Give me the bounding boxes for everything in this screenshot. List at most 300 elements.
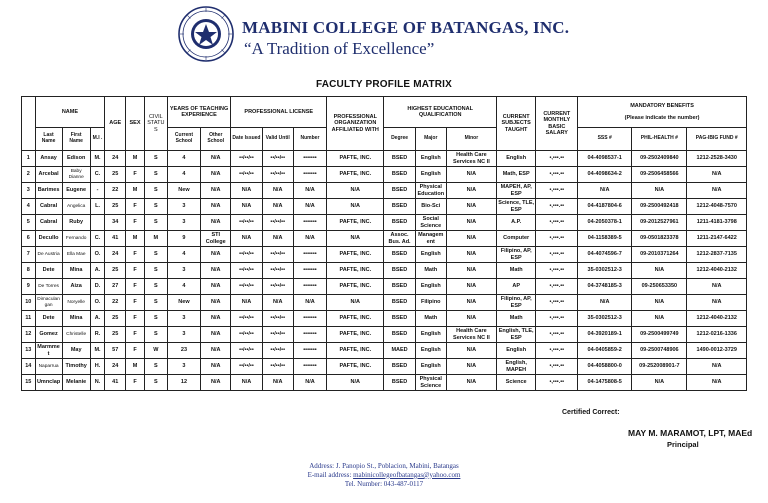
sex-cell: F [126,263,145,279]
principal-name: MAY M. MARAMOT, LPT, MAEd [628,428,753,438]
first-name-cell: Mina [62,311,90,327]
license-number-cell: N/A [293,295,326,311]
license-number-cell: ••••••• [293,343,326,359]
pagibig-header: PAG-IBIG FUND # [687,128,747,151]
subjects-taught-cell: Math [496,311,536,327]
age-cell: 41 [105,375,126,391]
monthly-salary-cell: •,•••.•• [536,279,578,295]
degree-cell: BSED [384,359,415,375]
civil-status-cell: W [144,343,167,359]
pagibig-number-cell: 1212-4048-7570 [687,199,747,215]
current-school-years-cell: 4 [167,167,200,183]
degree-cell: BSED [384,215,415,231]
major-cell: English [415,343,446,359]
minor-cell: Health Care Services NC II [446,151,496,167]
college-motto: “A Tradition of Excellence” [244,39,435,58]
philhealth-header: PHIL-HEALTH # [632,128,687,151]
current-school-years-cell: 3 [167,359,200,375]
degree-cell: BSED [384,183,415,199]
minor-cell: N/A [446,167,496,183]
pagibig-number-cell: 1211-4181-3798 [687,215,747,231]
college-name: MABINI COLLEGE OF BATANGAS, INC. [242,18,570,37]
last-name-cell: Dimaculangan [35,295,62,311]
license-number-cell: ••••••• [293,247,326,263]
last-name-cell: De Austria [35,247,62,263]
other-school-years-cell: N/A [201,327,231,343]
last-name-header: Last Name [35,128,62,151]
other-school-years-cell: N/A [201,359,231,375]
table-row [22,343,747,359]
table-row [22,263,747,279]
sex-cell: M [126,231,145,247]
row-number-cell: 1 [22,151,36,167]
pagibig-number-cell: 1211-2147-6422 [687,231,747,247]
license-number-cell: ••••••• [293,359,326,375]
major-cell: English [415,279,446,295]
age-cell: 24 [105,247,126,263]
table-row [22,311,747,327]
civil-status-cell: S [144,183,167,199]
first-name-cell: Fernando [62,231,90,247]
sex-cell: F [126,167,145,183]
license-valid-until-cell: ••/••/•• [262,215,293,231]
philhealth-number-cell: 09-2010371264 [632,247,687,263]
monthly-salary-cell: •,•••.•• [536,327,578,343]
age-cell: 25 [105,199,126,215]
table-row [22,375,747,391]
middle-initial-cell: O. [90,295,105,311]
subjects-taught-cell: AP [496,279,536,295]
sss-number-cell: 04-4074596-7 [578,247,632,263]
subjects-taught-cell: Filipino, AP, ESP [496,295,536,311]
footer-email-link[interactable]: mabinicollegeofbatangas@yahoo.com [353,470,461,479]
other-school-years-cell: N/A [201,311,231,327]
license-date-issued-cell: ••/••/•• [231,343,262,359]
monthly-salary-cell: •,•••.•• [536,231,578,247]
philhealth-number-cell: 09-2500748906 [632,343,687,359]
table-row [22,231,747,247]
subjects-taught-cell: Computer [496,231,536,247]
professional-org-cell: PAFTE, INC. [327,167,384,183]
monthly-salary-cell: •,•••.•• [536,359,578,375]
minor-cell: N/A [446,215,496,231]
philhealth-number-cell: 09-250653350 [632,279,687,295]
sss-number-cell: N/A [578,295,632,311]
philhealth-number-cell: N/A [632,183,687,199]
first-name-cell: Timothy [62,359,90,375]
first-name-cell: May [62,343,90,359]
sex-cell: F [126,247,145,263]
philhealth-number-cell: 09-2506458566 [632,167,687,183]
sss-number-cell: 04-4098634-2 [578,167,632,183]
civil-status-cell: S [144,247,167,263]
major-cell: Bio-Sci [415,199,446,215]
philhealth-number-cell: 09-2502409840 [632,151,687,167]
subjects-taught-cell: English, MAPEH [496,359,536,375]
degree-cell: BSED [384,295,415,311]
monthly-salary-cell: •,•••.•• [536,151,578,167]
professional-org-cell: N/A [327,199,384,215]
current-school-years-cell: 4 [167,247,200,263]
license-number-cell: ••••••• [293,311,326,327]
license-date-issued-cell: ••/••/•• [231,215,262,231]
degree-cell: BSED [384,167,415,183]
subjects-taught-cell: English [496,151,536,167]
other-school-years-cell: STI College [201,231,231,247]
degree-cell: BSED [384,327,415,343]
middle-initial-cell: A. [90,311,105,327]
principal-title: Principal [667,440,699,449]
major-cell: English [415,359,446,375]
age-cell: 24 [105,151,126,167]
pagibig-number-cell: N/A [687,279,747,295]
major-cell: Social Science [415,215,446,231]
license-valid-until-cell: ••/••/•• [262,151,293,167]
professional-org-cell: PAFTE, INC. [327,359,384,375]
sex-cell: F [126,295,145,311]
sex-header: SEX [126,97,145,151]
sss-number-cell: 04-1475808-5 [578,375,632,391]
license-date-issued-cell: N/A [231,295,262,311]
last-name-cell: Cabral [35,199,62,215]
sss-number-cell: 04-4098537-1 [578,151,632,167]
degree-cell: BSED [384,375,415,391]
middle-initial-cell: A. [90,263,105,279]
civil-status-cell: M [144,231,167,247]
middle-initial-cell: H. [90,359,105,375]
row-number-cell: 8 [22,263,36,279]
license-number-cell: N/A [293,183,326,199]
philhealth-number-cell: 09-252008901-7 [632,359,687,375]
pagibig-number-cell: 1212-2528-3430 [687,151,747,167]
row-number-cell: 5 [22,215,36,231]
middle-initial-cell: M. [90,151,105,167]
license-number-cell: N/A [293,375,326,391]
major-cell: Physical Education [415,183,446,199]
civil-status-cell: S [144,167,167,183]
middle-initial-cell: - [90,183,105,199]
civil-status-cell: S [144,375,167,391]
license-valid-until-cell: ••/••/•• [262,167,293,183]
first-name-cell: Baby Dianne [62,167,90,183]
pagibig-number-cell: N/A [687,359,747,375]
major-cell: Math [415,311,446,327]
age-cell: 22 [105,183,126,199]
license-valid-until-cell: N/A [262,231,293,247]
table-row [22,359,747,375]
sss-number-cell: 04-0405859-2 [578,343,632,359]
license-valid-until-cell: ••/••/•• [262,279,293,295]
license-date-issued-cell: ••/••/•• [231,279,262,295]
philhealth-number-cell: N/A [632,375,687,391]
subjects-taught-cell: Filipino, AP, ESP [496,247,536,263]
major-cell: Management [415,231,446,247]
current-school-years-cell: 23 [167,343,200,359]
philhealth-number-cell: N/A [632,311,687,327]
table-row [22,215,747,231]
license-valid-until-cell: ••/••/•• [262,327,293,343]
current-school-header: Current School [167,128,200,151]
age-cell: 25 [105,167,126,183]
age-cell: 57 [105,343,126,359]
license-number-cell: ••••••• [293,327,326,343]
last-name-cell: Cabral [35,215,62,231]
license-number-header: Number [293,128,326,151]
other-school-years-cell: N/A [201,279,231,295]
age-cell: 24 [105,359,126,375]
current-school-years-cell: 3 [167,311,200,327]
philhealth-number-cell: 09-2500492418 [632,199,687,215]
years-teaching-header: YEARS OF TEACHING EXPERIENCE [167,97,231,128]
subjects-taught-cell: Math, ESP [496,167,536,183]
degree-cell: BSED [384,151,415,167]
middle-initial-cell: O. [90,247,105,263]
sss-number-cell: 04-3748185-3 [578,279,632,295]
degree-cell: Assoc. Bus. Ad. [384,231,415,247]
row-number-cell: 3 [22,183,36,199]
major-cell: English [415,167,446,183]
current-school-years-cell: 3 [167,215,200,231]
faculty-profile-table [21,96,747,391]
current-school-years-cell: 3 [167,327,200,343]
pagibig-number-cell: N/A [687,167,747,183]
current-school-years-cell: New [167,183,200,199]
current-school-years-cell: 3 [167,199,200,215]
sss-number-cell: 35-0302512-3 [578,311,632,327]
monthly-salary-cell: •,•••.•• [536,199,578,215]
last-name-cell: Dete [35,311,62,327]
license-valid-until-cell: N/A [262,183,293,199]
pagibig-number-cell: 1212-4040-2132 [687,311,747,327]
document-title: FACULTY PROFILE MATRIX [315,79,453,90]
sss-number-cell: 04-2050378-1 [578,215,632,231]
minor-cell: N/A [446,247,496,263]
first-name-cell: Eugene [62,183,90,199]
name-header: NAME [35,97,105,128]
footer-email-label: E-mail address: [307,470,352,479]
middle-initial-cell: R. [90,327,105,343]
license-date-issued-cell: ••/••/•• [231,263,262,279]
last-name-cell: Umnclap [35,375,62,391]
other-school-years-cell: N/A [201,247,231,263]
age-cell: 25 [105,327,126,343]
first-name-cell: Melanie [62,375,90,391]
minor-cell: N/A [446,359,496,375]
date-issued-header: Date Issued [231,128,262,151]
minor-cell: N/A [446,231,496,247]
sss-number-cell: N/A [578,183,632,199]
sss-number-cell: 04-3920189-1 [578,327,632,343]
row-number-cell: 11 [22,311,36,327]
last-name-cell: Decullo [35,231,62,247]
sss-number-cell: 04-4187804-6 [578,199,632,215]
license-valid-until-cell: ••/••/•• [262,263,293,279]
sex-cell: F [126,343,145,359]
college-seal-icon [178,6,234,62]
degree-cell: BSED [384,199,415,215]
civil-status-cell: S [144,295,167,311]
professional-org-header: PROFESSIONAL ORGANIZATION AFFILIATED WITH [327,97,384,151]
minor-cell: Health Care Services NC II [446,327,496,343]
last-name-cell: De Torres [35,279,62,295]
middle-initial-cell [90,215,105,231]
license-valid-until-cell: ••/••/•• [262,247,293,263]
professional-org-cell: PAFTE, INC. [327,327,384,343]
row-number-cell: 15 [22,375,36,391]
license-number-cell: N/A [293,231,326,247]
other-school-years-cell: N/A [201,295,231,311]
current-school-years-cell: 9 [167,231,200,247]
sss-number-cell: 04-1158389-5 [578,231,632,247]
current-school-years-cell: 4 [167,151,200,167]
philhealth-number-cell: 09-2500499749 [632,327,687,343]
first-name-cell: Aiza [62,279,90,295]
age-header: AGE [105,97,126,151]
monthly-salary-cell: •,•••.•• [536,167,578,183]
row-number-cell: 7 [22,247,36,263]
subjects-taught-header: CURRENT SUBJECTS TAUGHT [496,97,536,151]
footer-address: Address: J. Panopio St., Poblacion, Mabini, Batangas [309,462,459,470]
row-number-cell: 13 [22,343,36,359]
sex-cell: M [126,359,145,375]
first-name-cell: Edison [62,151,90,167]
degree-cell: BSED [384,247,415,263]
middle-initial-cell: C. [90,231,105,247]
degree-cell: BSED [384,263,415,279]
last-name-cell: Ansay [35,151,62,167]
license-number-cell: ••••••• [293,215,326,231]
degree-cell: BSED [384,279,415,295]
degree-header: Degree [384,128,415,151]
monthly-salary-cell: •,•••.•• [536,263,578,279]
sex-cell: F [126,199,145,215]
license-date-issued-cell: N/A [231,183,262,199]
professional-org-cell: N/A [327,231,384,247]
other-school-years-cell: N/A [201,151,231,167]
table-row [22,183,747,199]
license-date-issued-cell: ••/••/•• [231,359,262,375]
row-number-cell: 4 [22,199,36,215]
professional-org-cell: PAFTE, INC. [327,247,384,263]
current-school-years-cell: New [167,295,200,311]
minor-header: Minor [446,128,496,151]
subjects-taught-cell: Science [496,375,536,391]
monthly-salary-cell: •,•••.•• [536,215,578,231]
license-valid-until-cell: ••/••/•• [262,311,293,327]
no-header [22,97,36,151]
civil-status-cell: S [144,215,167,231]
age-cell: 41 [105,231,126,247]
professional-org-cell: N/A [327,375,384,391]
sex-cell: F [126,311,145,327]
other-school-years-cell: N/A [201,343,231,359]
age-cell: 25 [105,263,126,279]
license-valid-until-cell: ••/••/•• [262,359,293,375]
degree-cell: MAED [384,343,415,359]
major-cell: Physical Science [415,375,446,391]
middle-initial-cell: C. [90,167,105,183]
professional-org-cell: PAFTE, INC. [327,215,384,231]
major-cell: Math [415,263,446,279]
footer-email-line [0,471,768,480]
last-name-cell: Arcebal [35,167,62,183]
age-cell: 34 [105,215,126,231]
table-row [22,327,747,343]
subjects-taught-cell: Science, TLE, ESP [498,200,535,213]
minor-cell: N/A [446,199,496,215]
license-valid-until-cell: ••/••/•• [262,343,293,359]
current-school-years-cell: 12 [167,375,200,391]
subjects-taught-cell: English [496,343,536,359]
other-school-header: Other School [201,128,231,151]
first-name-cell: Angelica [62,199,90,215]
first-name-header: First Name [62,128,90,151]
minor-cell: N/A [446,263,496,279]
pagibig-number-cell: N/A [687,183,747,199]
mandatory-benefits-header [578,97,747,128]
pagibig-number-cell: 1212-0216-1336 [687,327,747,343]
sss-header: SSS # [578,128,632,151]
row-number-cell: 6 [22,231,36,247]
license-date-issued-cell: ••/••/•• [231,327,262,343]
civil-status-cell: S [144,327,167,343]
philhealth-number-cell: N/A [632,263,687,279]
license-number-cell: N/A [293,199,326,215]
sex-cell: F [126,215,145,231]
major-cell: English [415,247,446,263]
pagibig-number-cell: N/A [687,295,747,311]
sex-cell: F [126,327,145,343]
monthly-salary-cell: •,•••.•• [536,375,578,391]
sex-cell: M [126,183,145,199]
civil-status-header: CIVIL STATUS [144,97,167,151]
professional-org-cell: N/A [327,295,384,311]
minor-cell: N/A [446,183,496,199]
middle-initial-cell: D. [90,279,105,295]
minor-cell: N/A [446,343,496,359]
last-name-cell: Dete [35,263,62,279]
professional-org-cell: PAFTE, INC. [327,263,384,279]
middle-initial-cell: M. [90,343,105,359]
subjects-taught-cell: A.P. [496,215,536,231]
major-header: Major [415,128,446,151]
other-school-years-cell: N/A [201,199,231,215]
sss-number-cell: 04-4058800-0 [578,359,632,375]
civil-status-cell: S [144,279,167,295]
row-number-cell: 9 [22,279,36,295]
minor-cell: N/A [446,375,496,391]
row-number-cell: 10 [22,295,36,311]
major-cell: Filipino [415,295,446,311]
monthly-salary-cell: •,•••.•• [536,295,578,311]
minor-cell: N/A [446,295,496,311]
table-row [22,151,747,167]
row-number-cell: 2 [22,167,36,183]
first-name-cell: Ella Mae [62,247,90,263]
major-cell: English [415,327,446,343]
table-row [22,295,747,311]
valid-until-header: Valid Until [262,128,293,151]
pagibig-number-cell: 1212-4040-2132 [687,263,747,279]
pagibig-number-cell: 1490-0012-3729 [687,343,747,359]
first-name-cell: Ruby [62,215,90,231]
pagibig-number-cell: N/A [687,375,747,391]
other-school-years-cell: N/A [201,263,231,279]
other-school-years-cell: N/A [201,167,231,183]
row-number-cell: 12 [22,327,36,343]
philhealth-number-cell: N/A [632,295,687,311]
age-cell: 22 [105,295,126,311]
